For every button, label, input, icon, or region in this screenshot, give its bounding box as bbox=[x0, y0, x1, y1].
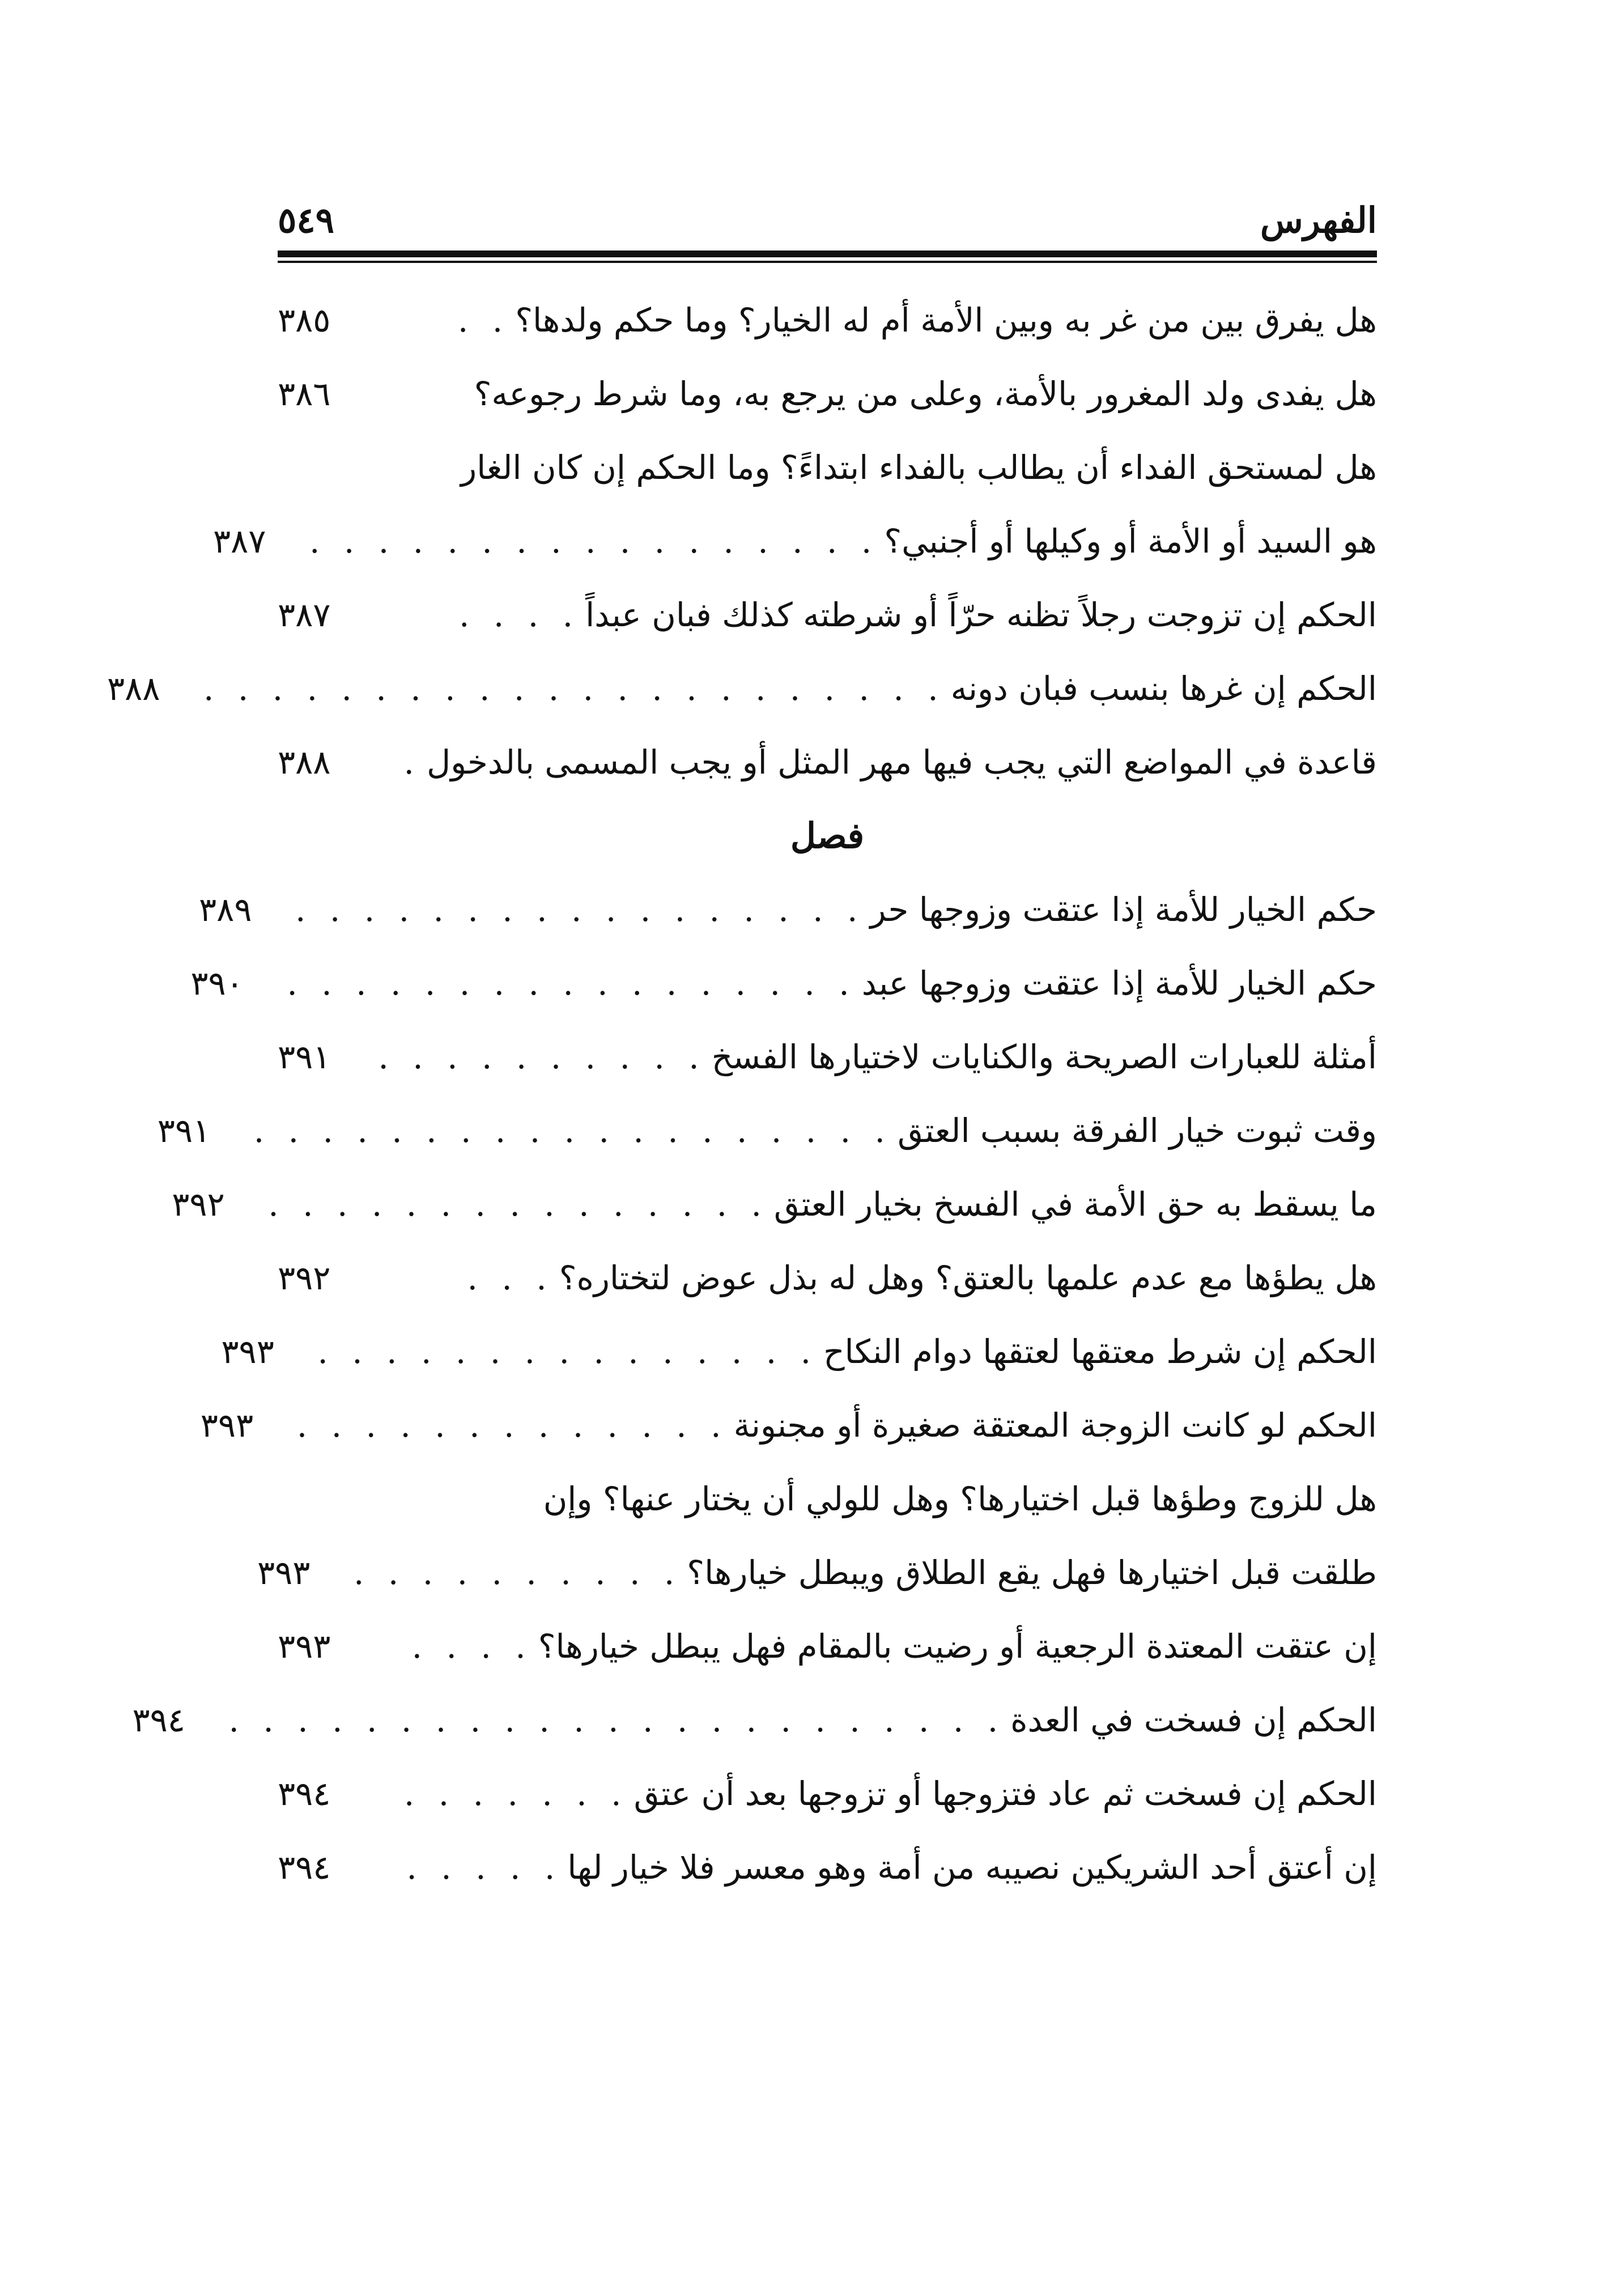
toc-entry-page-number: ٣٨٦ bbox=[278, 375, 331, 413]
toc-entry bbox=[221, 1315, 1377, 1388]
header-title: الفهرس bbox=[1260, 199, 1377, 241]
toc-entry-title: إن عتقت المعتدة الرجعية أو رضيت بالمقام فهل يبطل خيارها؟ bbox=[538, 1627, 1377, 1666]
toc-entry-title: هل لمستحق الفداء أن يطالب بالفداء ابتداءً؟ وما الحكم إن كان الغار bbox=[461, 448, 1377, 487]
toc-entry-title: الحكم إن فسخت في العدة bbox=[1010, 1701, 1377, 1739]
toc-entry-page-number: ٣٨٧ bbox=[212, 522, 266, 560]
toc-entry-page-number: ٣٩١ bbox=[157, 1111, 211, 1150]
toc-entry bbox=[278, 431, 1377, 504]
toc-entry-title: طلقت قبل اختيارها فهل يقع الطلاق ويبطل خيارها؟ bbox=[687, 1553, 1377, 1592]
toc-entry-page-number: ٣٩٣ bbox=[278, 1627, 331, 1666]
toc-entry-dot-leader: . . . . . . . . . . . . . . . . . bbox=[309, 522, 879, 560]
toc-entry-title: الحكم إن فسخت ثم عاد فتزوجها أو تزوجها بعد أن عتق bbox=[634, 1774, 1377, 1813]
toc-entry-title: أمثلة للعبارات الصريحة والكنايات لاختيارها الفسخ bbox=[711, 1038, 1377, 1076]
toc-entry bbox=[278, 283, 1377, 357]
toc-entry bbox=[212, 504, 1377, 578]
toc-entry-title: الحكم لو كانت الزوجة المعتقة صغيرة أو مجنونة bbox=[733, 1406, 1377, 1445]
toc-entry-page-number: ٣٩٤ bbox=[278, 1848, 331, 1887]
toc-entry-title: هل يطؤها مع عدم علمها بالعتق؟ وهل له بذل عوض لتختاره؟ bbox=[559, 1259, 1377, 1297]
toc-entry-title: قاعدة في المواضع التي يجب فيها مهر المثل أو يجب المسمى بالدخول bbox=[426, 743, 1377, 782]
toc-entry-page-number: ٣٩٣ bbox=[221, 1332, 274, 1371]
toc-entry-title: وقت ثبوت خيار الفرقة بسبب العتق bbox=[897, 1111, 1377, 1150]
toc-entry-page-number: ٣٩٤ bbox=[278, 1774, 331, 1813]
toc-entry-dot-leader: . . . . bbox=[459, 596, 580, 634]
toc-entry-title: هو السيد أو الأمة أو وكيلها أو أجنبي؟ bbox=[884, 522, 1377, 560]
toc-entry-page-number: ٣٩٢ bbox=[172, 1185, 225, 1224]
toc-entry-dot-leader: . . . . . . . bbox=[403, 1774, 628, 1813]
toc-entry-title: هل يفرق بين من غر به وبين الأمة أم له الخيار؟ وما حكم ولدها؟ bbox=[515, 301, 1377, 339]
section-heading-title: فصل bbox=[790, 815, 865, 856]
toc-entry-title: ما يسقط به حق الأمة في الفسخ بخيار العتق bbox=[773, 1185, 1377, 1224]
toc-entry-dot-leader: . bbox=[403, 743, 421, 782]
toc-entry-dot-leader: . . . . . . . . . . . . . . . bbox=[317, 1332, 818, 1371]
toc-entry-dot-leader: . . . . . . . . . . bbox=[353, 1553, 682, 1592]
toc-entry bbox=[278, 1610, 1377, 1683]
toc-entry-dot-leader: . . . . . . . . . . . . . . . . . . . bbox=[253, 1111, 892, 1150]
toc-entry-page-number: ٣٨٨ bbox=[278, 743, 331, 782]
toc-entry-dot-leader: . . bbox=[457, 301, 510, 339]
header-rule-thin bbox=[278, 261, 1377, 263]
header-page-number: ٥٤٩ bbox=[278, 199, 334, 241]
toc-entry-dot-leader: . . . bbox=[467, 1259, 554, 1297]
toc-entry bbox=[278, 1831, 1377, 1904]
toc-entry-page-number: ٣٨٥ bbox=[278, 301, 331, 339]
toc-entry-dot-leader: . . . . . . . . . . . . . bbox=[296, 1406, 728, 1445]
book-page bbox=[107, 193, 1377, 2006]
toc-entry-title: الحكم إن تزوجت رجلاً تظنه حرّاً أو شرطته كذلك فبان عبداً bbox=[585, 596, 1377, 634]
toc-entry-title: هل للزوج وطؤها قبل اختيارها؟ وهل للولي أن يختار عنها؟ وإن bbox=[543, 1480, 1377, 1518]
toc-entry-title: حكم الخيار للأمة إذا عتقت وزوجها حر bbox=[870, 890, 1377, 929]
toc-entry bbox=[278, 357, 1377, 431]
toc-entry bbox=[157, 1094, 1377, 1167]
toc-entry bbox=[278, 1020, 1377, 1094]
toc-entry-dot-leader: . . . . . . . . . . . . . . . . . bbox=[295, 890, 865, 929]
header-rule-thick bbox=[278, 250, 1377, 257]
toc-entry-title: هل يفدى ولد المغرور بالأمة، وعلى من يرجع به، وما شرط رجوعه؟ bbox=[474, 375, 1377, 413]
toc-entry-dot-leader: . . . . bbox=[411, 1627, 533, 1666]
toc-entry-page-number: ٣٨٧ bbox=[278, 596, 331, 634]
toc-entry bbox=[257, 1536, 1377, 1610]
toc-entry bbox=[107, 652, 1377, 725]
header-rule bbox=[278, 250, 1377, 264]
toc-entry bbox=[278, 725, 1377, 799]
toc-entry-dot-leader: . . . . . . . . . . . . . . . . . bbox=[287, 964, 856, 1003]
toc-entry bbox=[172, 1167, 1377, 1241]
toc-entry bbox=[278, 1757, 1377, 1831]
toc-entry bbox=[278, 1462, 1377, 1536]
toc-entry bbox=[190, 946, 1377, 1020]
toc-entry bbox=[200, 1388, 1377, 1462]
toc-entry bbox=[199, 873, 1377, 946]
toc-entry-page-number: ٣٩٤ bbox=[132, 1701, 185, 1739]
toc-entry-page-number: ٣٨٩ bbox=[199, 890, 252, 929]
toc-entry-title: الحكم إن غرها بنسب فبان دونه bbox=[950, 669, 1377, 708]
toc-entry-page-number: ٣٩٣ bbox=[200, 1406, 254, 1445]
running-header bbox=[278, 193, 1377, 255]
toc-entry-page-number: ٣٩٢ bbox=[278, 1259, 331, 1297]
toc-entry-dot-leader: . . . . . . . . . . . . . . . . . . . . . . . bbox=[228, 1701, 1005, 1739]
table-of-contents bbox=[107, 283, 1377, 1904]
toc-entry bbox=[278, 1241, 1377, 1315]
toc-entry-title: إن أعتق أحد الشريكين نصيبه من أمة وهو معسر فلا خيار لها bbox=[567, 1848, 1377, 1887]
toc-entry bbox=[278, 578, 1377, 652]
toc-entry-dot-leader: . . . . . . . . . . bbox=[378, 1038, 706, 1076]
toc-entry bbox=[132, 1683, 1377, 1757]
toc-entry-page-number: ٣٩١ bbox=[278, 1038, 331, 1076]
toc-entry-dot-leader: . . . . . bbox=[406, 1848, 562, 1887]
section-heading bbox=[278, 799, 1377, 873]
toc-entry-dot-leader: . . . . . . . . . . . . . . . bbox=[268, 1185, 768, 1224]
toc-entry-title: حكم الخيار للأمة إذا عتقت وزوجها عبد bbox=[861, 964, 1377, 1003]
toc-entry-dot-leader: . . . . . . . . . . . . . . . . . . . . . . bbox=[203, 669, 945, 708]
toc-entry-page-number: ٣٩٠ bbox=[190, 964, 244, 1003]
toc-entry-title: الحكم إن شرط معتقها لعتقها دوام النكاح bbox=[823, 1332, 1377, 1371]
toc-entry-page-number: ٣٨٨ bbox=[107, 669, 160, 708]
toc-entry-page-number: ٣٩٣ bbox=[257, 1553, 311, 1592]
